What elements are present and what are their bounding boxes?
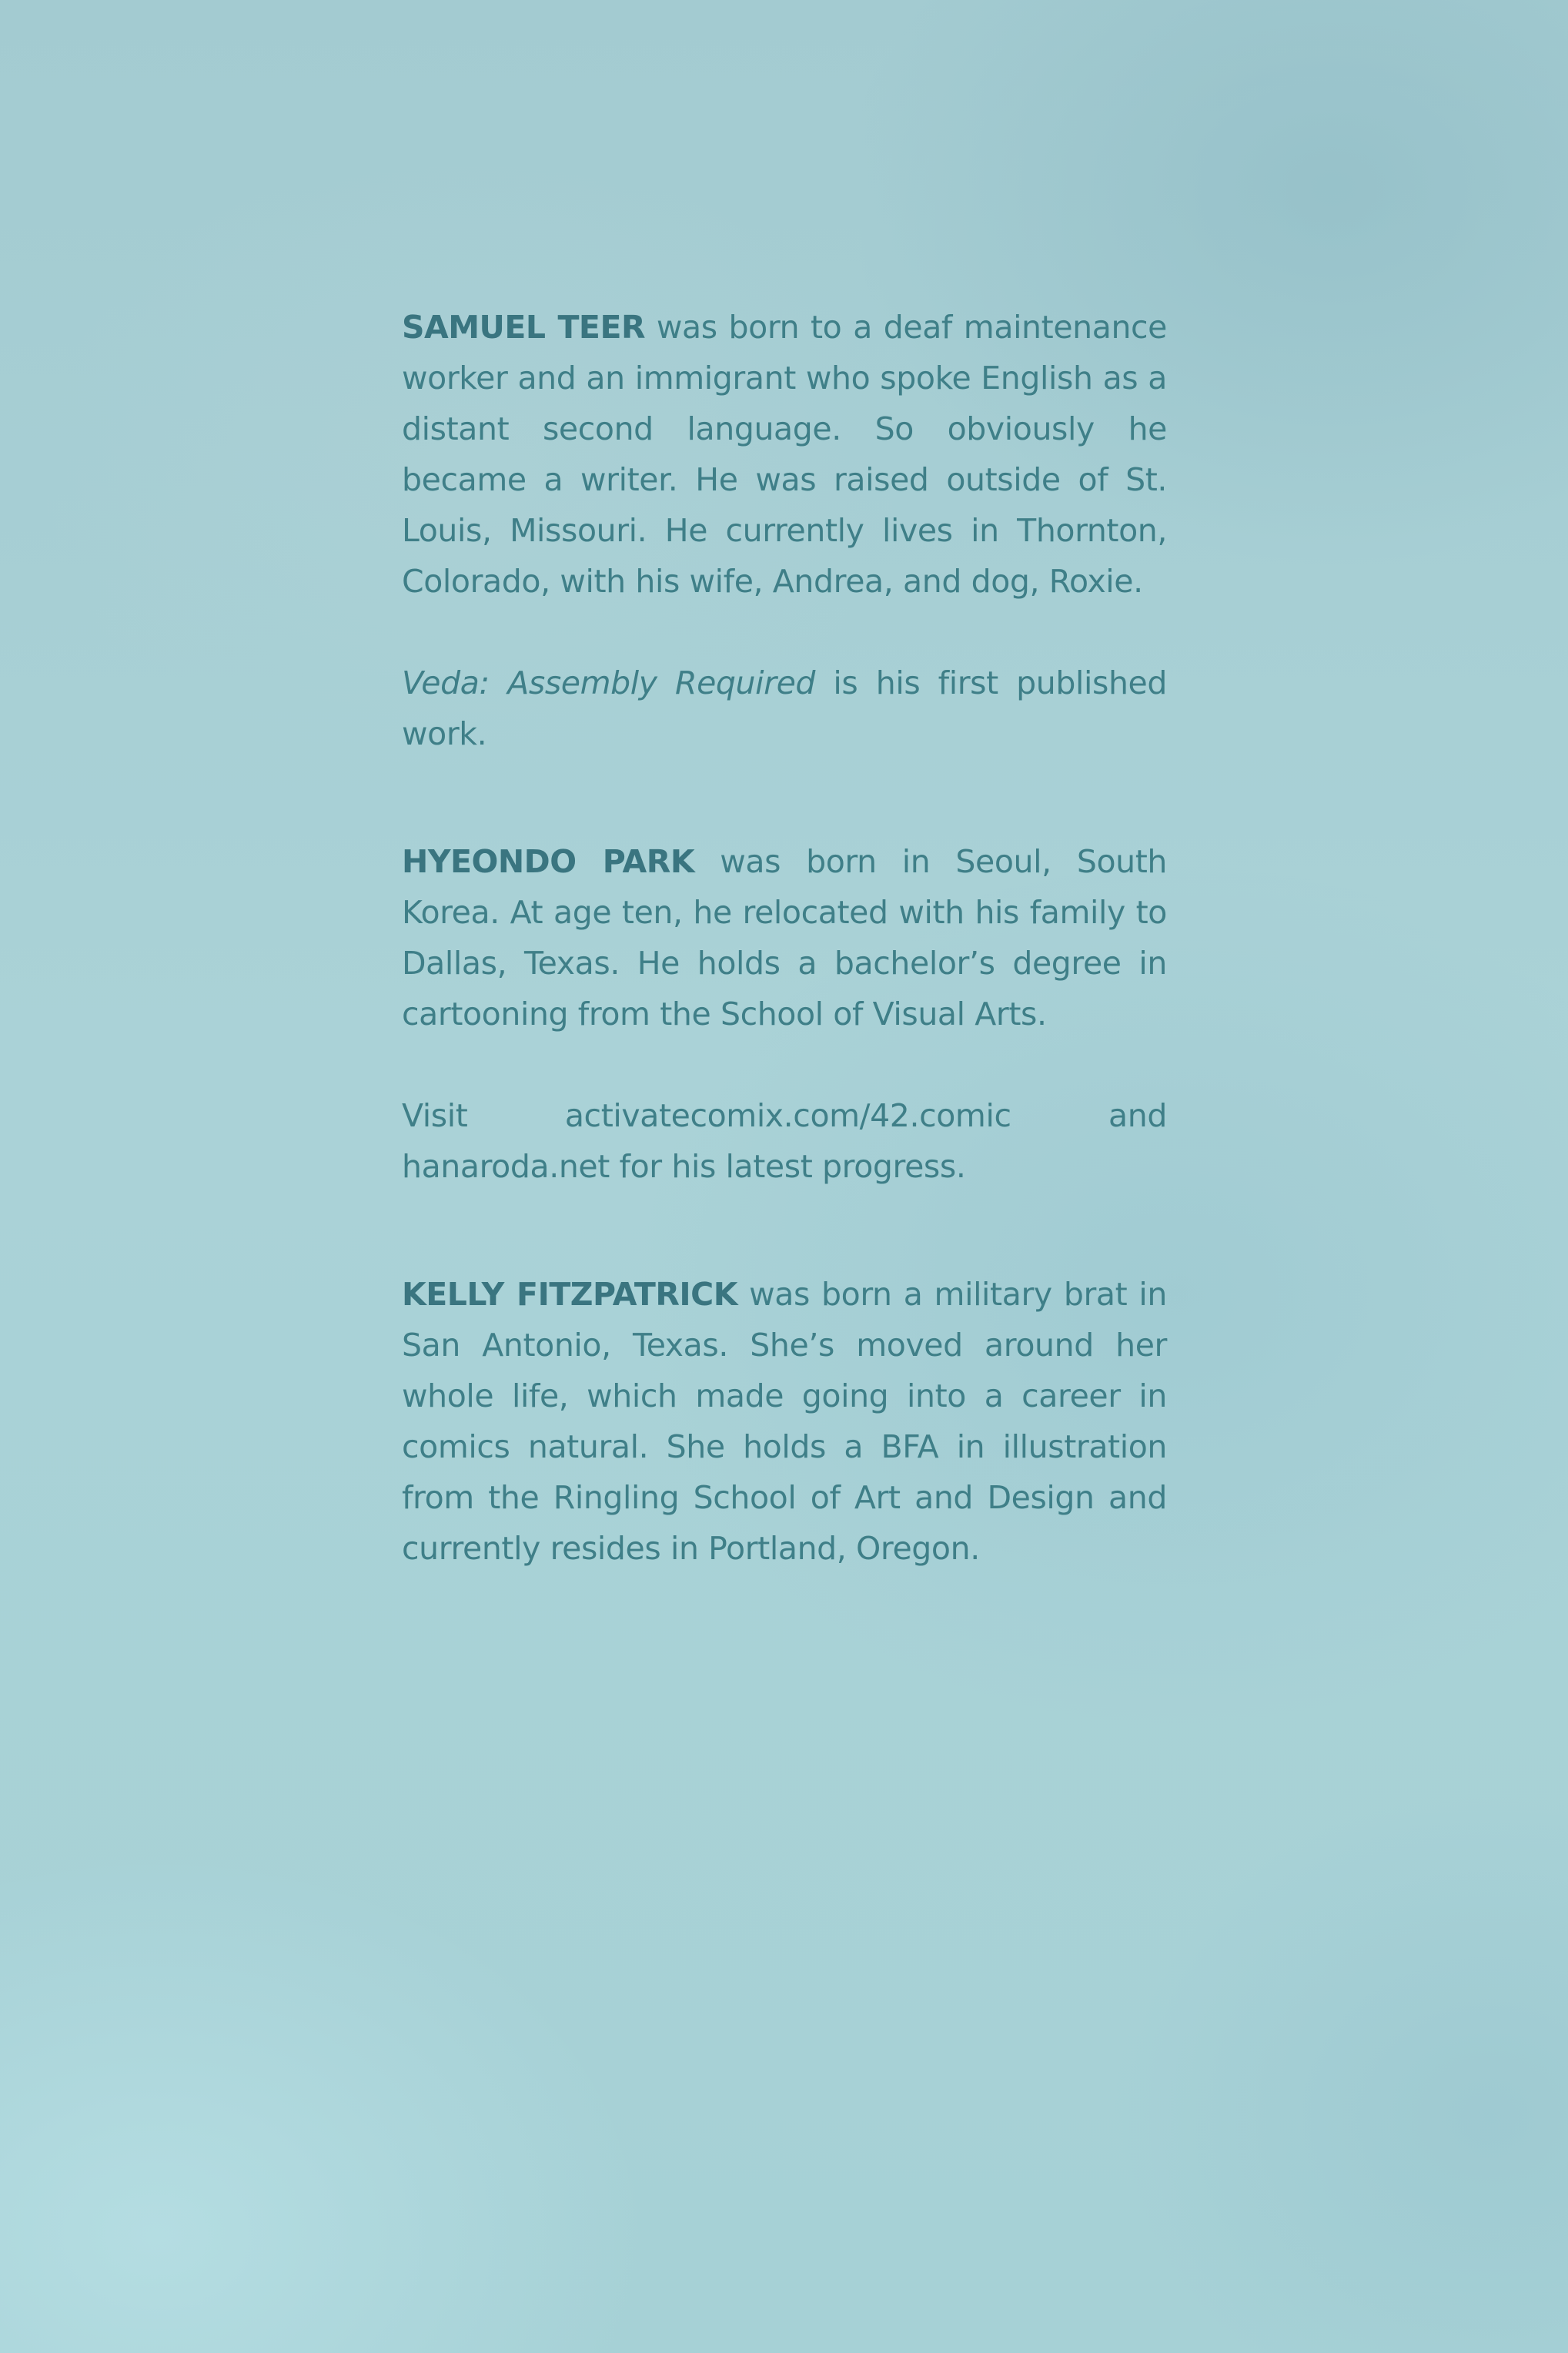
bio-note-text: is his first published work. (402, 664, 1167, 752)
bio-kelly-fitzpatrick (402, 1269, 1167, 1574)
bio-name: HYEONDO PARK (402, 843, 695, 880)
bio-hyeondo-park (402, 836, 1167, 1039)
bio-samuel-teer (402, 302, 1167, 607)
bio-note (402, 658, 1167, 759)
bio-page (402, 302, 1167, 1574)
bio-name: KELLY FITZPATRICK (402, 1276, 738, 1313)
bio-text: was born in Seoul, South Korea. At age ten, he relocated with his family to Dallas, Texas. He holds a bachelor’s degree in cartooning from the School of Visual Arts. (402, 843, 1167, 1033)
bio-text: was born to a deaf maintenance worker and an immigrant who spoke English as a distant second language. So obviously he became a writer. He was raised outside of St. Louis, Missouri. He currently lives in Thornton, Colorado, with his wife, Andrea, and dog, Roxie. (402, 309, 1168, 600)
book-title: Veda: Assembly Required (402, 664, 816, 701)
bio-text: was born a military brat in San Antonio, Texas. She’s moved around her whole life, which made going into a career in comics natural. She holds a BFA in illustration from the Ringling School of Art and Design and currently resides in Portland, Oregon. (402, 1276, 1167, 1567)
bio-note: Visit activatecomix.com/42.comic and hanaroda.net for his latest progress. (402, 1097, 1167, 1185)
bio-name: SAMUEL TEER (402, 309, 646, 346)
